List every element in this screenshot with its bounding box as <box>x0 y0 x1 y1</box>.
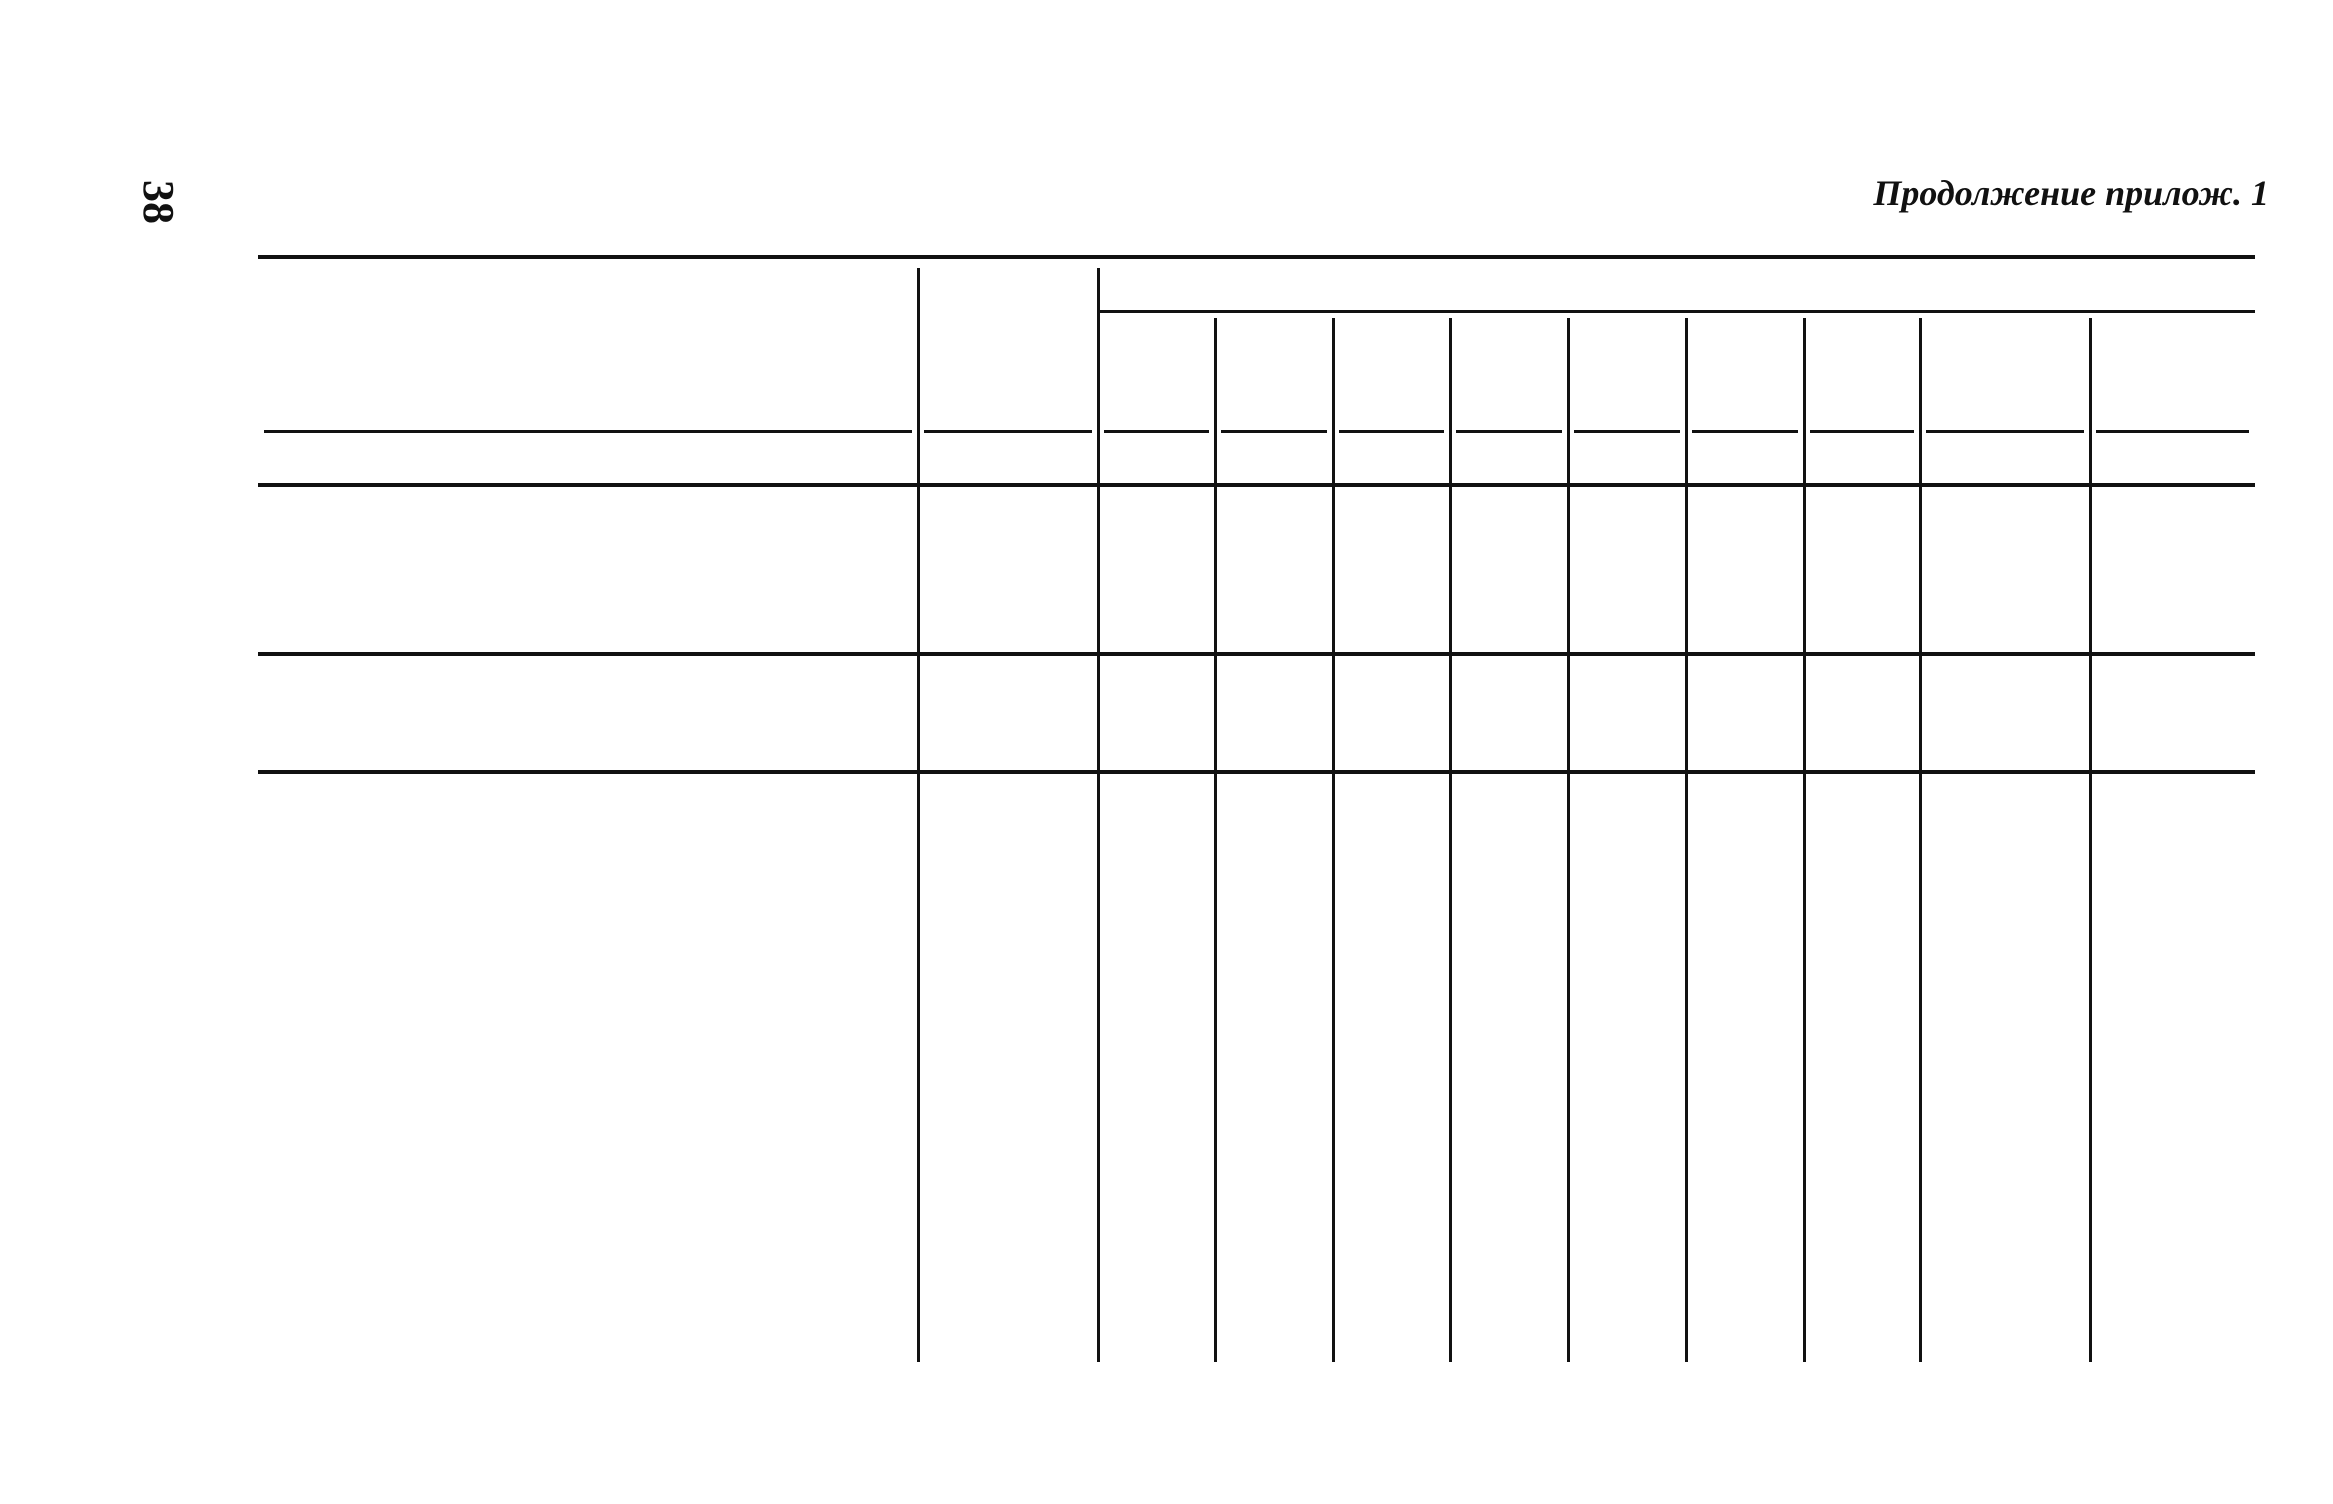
col-rule <box>1332 318 1335 1362</box>
header-sub-rule <box>1692 430 1798 433</box>
norm-group-rule <box>1100 310 2255 313</box>
header-sub-rule <box>2096 430 2249 433</box>
table-top-rule <box>258 255 2255 259</box>
col-rule <box>1449 318 1452 1362</box>
header-bottom-rule <box>258 483 2255 487</box>
col-rule <box>1214 318 1217 1362</box>
header-sub-rule <box>924 430 1092 433</box>
section-rule-2 <box>258 770 2255 774</box>
header-sub-rule <box>1456 430 1562 433</box>
page-number: 38 <box>134 180 183 224</box>
col-rule <box>1567 318 1570 1362</box>
col-rule <box>1919 318 1922 1362</box>
col-rule <box>2089 318 2092 1362</box>
col-rule <box>917 268 920 1362</box>
header-sub-rule <box>1926 430 2084 433</box>
header-sub-rule <box>1810 430 1914 433</box>
header-sub-rule <box>1104 430 1209 433</box>
header-sub-rule <box>1574 430 1680 433</box>
col-rule <box>1097 268 1100 1362</box>
header-sub-rule <box>1221 430 1327 433</box>
section-rule-1 <box>258 652 2255 656</box>
running-head: Продолжение прилож. 1 <box>1873 173 2269 213</box>
header-sub-rule <box>1339 430 1444 433</box>
col-rule <box>1685 318 1688 1362</box>
header-sub-rule <box>264 430 912 433</box>
col-rule <box>1803 318 1806 1362</box>
